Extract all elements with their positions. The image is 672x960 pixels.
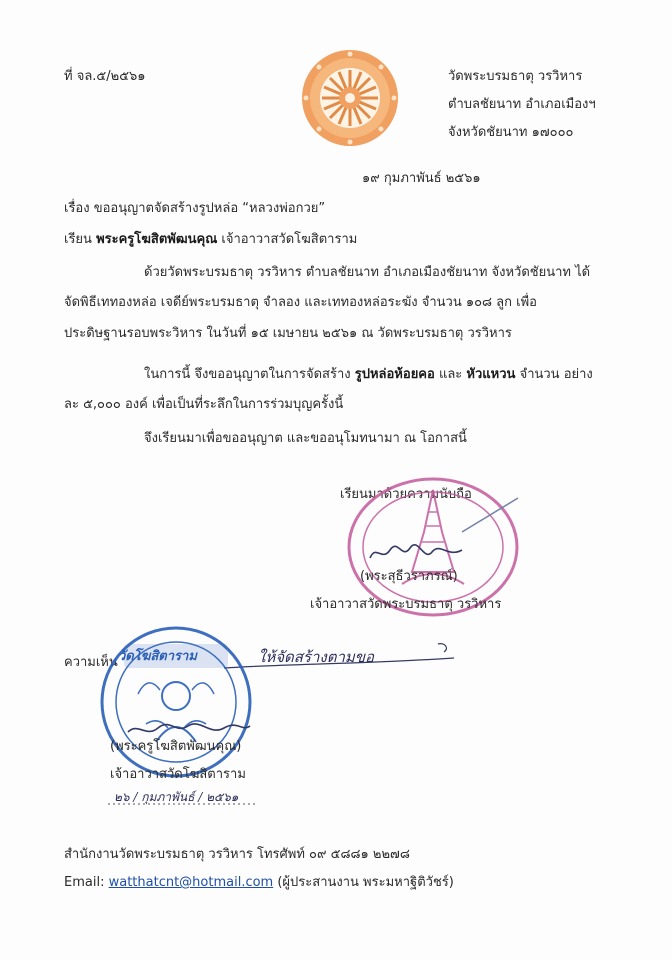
approval-label: ความเห็น	[64, 655, 118, 670]
reference-number: ที่ จล.๕/๒๕๖๑	[64, 69, 146, 84]
approval-signer-name: (พระครูโฆสิตพัฒนคุณ)	[110, 739, 242, 754]
org-address-line1: ตำบลชัยนาท อำเภอเมืองฯ	[448, 97, 596, 112]
body-p2-and: และ	[438, 367, 463, 382]
body-p2-item-ring: หัวแหวน	[466, 367, 516, 382]
subject-label: เรื่อง	[64, 201, 90, 216]
body-p3: จึงเรียนมาเพื่อขออนุญาต และขออนุโมทนามา ณ โอกาสนี้	[144, 431, 467, 446]
footer-office-line: สำนักงานวัดพระบรมธาตุ วรวิหาร โทรศัพท์ ๐๙ ๕๘๘๑ ๒๒๗๘	[64, 847, 410, 862]
footer-email-line	[64, 874, 454, 892]
closing-salutation: เรียนมาด้วยความนับถือ	[340, 487, 472, 502]
approval-signer-title: เจ้าอาวาสวัดโฆสิตาราม	[110, 767, 246, 782]
recipient-name: พระครูโฆสิตพัฒนคุณ	[96, 232, 218, 247]
body-p2-item-pendant: รูปหล่อห้อยคอ	[354, 367, 435, 382]
closing-signer-title: เจ้าอาวาสวัดพระบรมธาตุ วรวิหาร	[310, 597, 502, 612]
handwriting-underline	[224, 640, 454, 672]
closing-signer-name: (พระสุธีวราภรณ์)	[360, 569, 458, 584]
body-p2-quantity: จำนวน อย่าง	[519, 367, 593, 382]
coordinator-note: (ผู้ประสานงาน พระมหาฐิติวัชร์)	[277, 875, 454, 890]
subject-text: ขออนุญาตจัดสร้างรูปหล่อ “หลวงพ่อกวย”	[93, 201, 326, 216]
subject-line	[64, 200, 325, 218]
date-dotted-line	[108, 800, 258, 808]
org-name: วัดพระบรมธาตุ วรวิหาร	[448, 69, 583, 84]
recipient-label: เรียน	[64, 232, 92, 247]
body-p2-intro: ในการนี้ จึงขออนุญาตในการจัดสร้าง	[144, 367, 351, 382]
body-p2-line1	[144, 366, 593, 384]
email-link[interactable]: watthatcnt@hotmail.com	[108, 875, 274, 890]
body-p1-line3: ประดิษฐานรอบพระวิหาร ในวันที่ ๑๕ เมษายน ๒๕๖๑ ณ วัดพระบรมธาตุ วรวิหาร	[64, 326, 512, 341]
org-address-line2: จังหวัดชัยนาท ๑๗๐๐๐	[448, 125, 574, 140]
body-p2-line2: ละ ๕,๐๐๐ องค์ เพื่อเป็นที่ระลึกในการร่วมบุญครั้งนี้	[64, 397, 344, 412]
stamp-wat-name: วัดโฆสิตาราม	[118, 649, 197, 664]
body-p1-line2: จัดพิธีเททองหล่อ เจดีย์พระบรมธาตุ จำลอง และเททองหล่อระฆัง จำนวน ๑๐๘ ลูก เพื่อ	[64, 295, 537, 310]
approval-handwritten-date: ๒๖ / กุมภาพันธ์ / ๒๕๖๑	[114, 790, 239, 804]
email-label: Email:	[64, 875, 105, 890]
approval-handwritten-opinion: ให้จัดสร้างตามขอ	[258, 648, 375, 666]
signature-abbot-wat-phra-borommathat	[366, 540, 466, 566]
letter-date: ๑๙ กุมภาพันธ์ ๒๕๖๑	[362, 171, 481, 186]
dharma-wheel-logo-icon	[300, 48, 400, 148]
recipient-line	[64, 231, 357, 249]
body-p1-line1: ด้วยวัดพระบรมธาตุ วรวิหาร ตำบลชัยนาท อำเภอเมืองชัยนาท จังหวัดชัยนาท ได้	[144, 265, 591, 280]
recipient-title: เจ้าอาวาสวัดโฆสิตาราม	[221, 232, 358, 247]
